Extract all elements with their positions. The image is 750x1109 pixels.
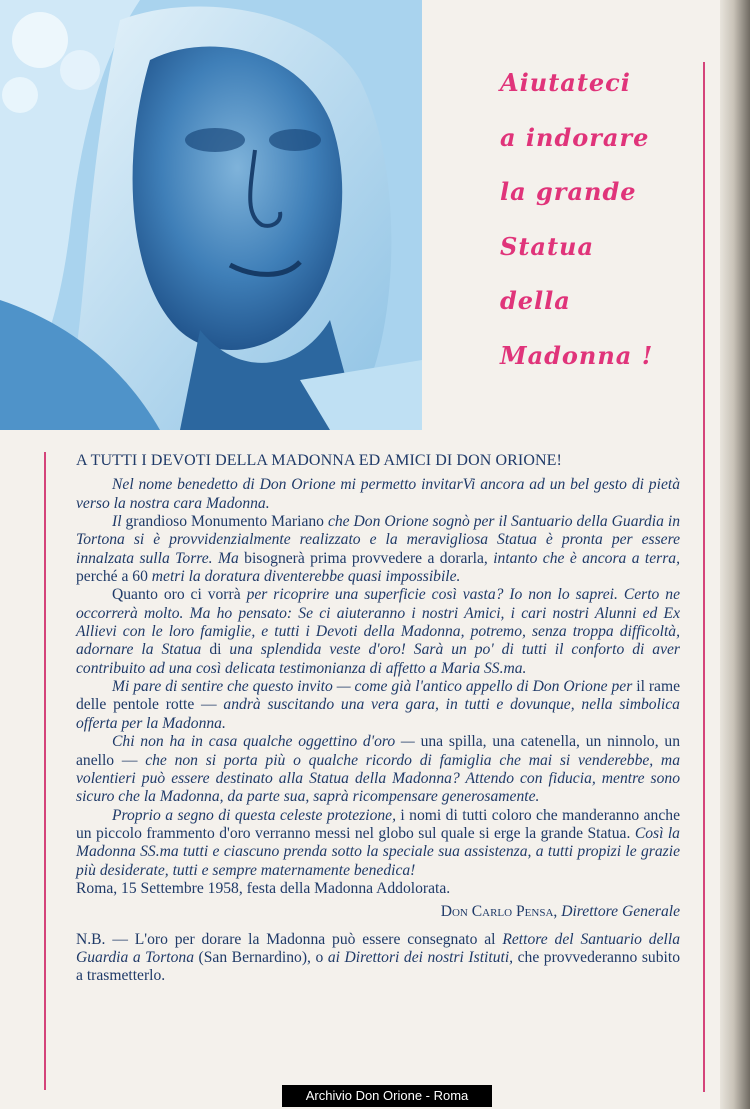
- paragraph-6: Proprio a segno di questa celeste protezione, i nomi di tutti coloro che manderanno anche un piccolo frammento d'oro verranno messi nel globo sul quale si erge la grande Statua. Così la Madonna SS.ma tutti e ciascuno prenda sotto la speciale sua assistenza, a tutti propizi le grazie più desiderate, tutti e sempre maternamente benedica!: [76, 806, 680, 879]
- letter-body: [76, 452, 680, 986]
- headline: [500, 56, 700, 383]
- paragraph-1: Nel nome benedetto di Don Orione mi permetto invitarVi ancora ad un bel gesto di pietà verso la nostra cara Madonna.: [76, 476, 680, 512]
- nb-note: N.B. — L'oro per dorare la Madonna può essere consegnato al Rettore del Santuario della Guardia a Tortona (San Bernardino), o ai Direttori dei nostri Istituti, che provvederanno subito a trasmetterlo.: [76, 930, 680, 985]
- headline-line: la grande: [500, 177, 637, 206]
- red-rule-left: [44, 452, 46, 1032]
- madonna-statue-photo: [0, 0, 422, 430]
- red-rule-right: [703, 62, 705, 1092]
- paragraph-5: Chi non ha in casa qualche oggettino d'oro — una spilla, una catenella, un ninnolo, un anello — che non si porta più o qualche ricordo di famiglia che mai si venderebbe, ma volentieri può essere destinato alla Statua della Madonna? Attendo con fiducia, mentre sono sicuro che la Madonna, da parte sua, saprà ricompensare generosamente.: [76, 733, 680, 806]
- signature: Don Carlo Pensa, Direttore Generale: [440, 903, 680, 921]
- headline-line: della: [500, 286, 571, 315]
- headline-line: Statua: [500, 231, 595, 261]
- paragraph-4: Mi pare di sentire che questo invito — come già l'antico appello di Don Orione per il rame delle pentole rotte — andrà suscitando una vera gara, in tutti e dovunque, nella simbolica offerta per la Madonna.: [76, 678, 681, 732]
- archive-watermark: Archivio Don Orione - Roma: [282, 1085, 492, 1107]
- headline-line: a indorare: [500, 122, 650, 152]
- headline-line: Aiutateci: [500, 68, 631, 97]
- paragraph-2: Il grandioso Monumento Mariano che Don Orione sognò per il Santuario della Guardia in Tortona si è provvidenzialmente realizzato e la meravigliosa Statua è pronta per essere innalzata sulla Torre. Ma bisognerà prima provvedere a dorarla, intanto che è ancora a terra, perché a 60 metri la doratura diventerebbe quasi impossibile.: [76, 513, 681, 586]
- letter-title: A TUTTI I DEVOTI DELLA MADONNA ED AMICI DI DON ORIONE!: [76, 452, 562, 469]
- binder-edge: [720, 0, 750, 1109]
- letter-date: Roma, 15 Settembre 1958, festa della Madonna Addolorata.: [76, 879, 451, 897]
- statue-face-icon: [0, 0, 422, 430]
- red-rule-left-lower: [44, 1032, 46, 1090]
- headline-line: Madonna !: [500, 340, 654, 370]
- paragraph-3: Quanto oro ci vorrà per ricoprire una superficie così vasta? Io non lo saprei. Certo ne occorrerà molto. Ma ho pensato: Se ci aiuteranno i nostri Amici, i cari nostri Alunni ed Ex Allievi con le loro famiglie, e tutti i Devoti della Madonna, potremo, senza troppa difficoltà, adornare la Statua di una splendida veste d'oro! Sarà un po' di tutti il conforto di aver contribuito ad una così delicata testimonianza di affetto a Maria SS.ma.: [76, 586, 681, 677]
